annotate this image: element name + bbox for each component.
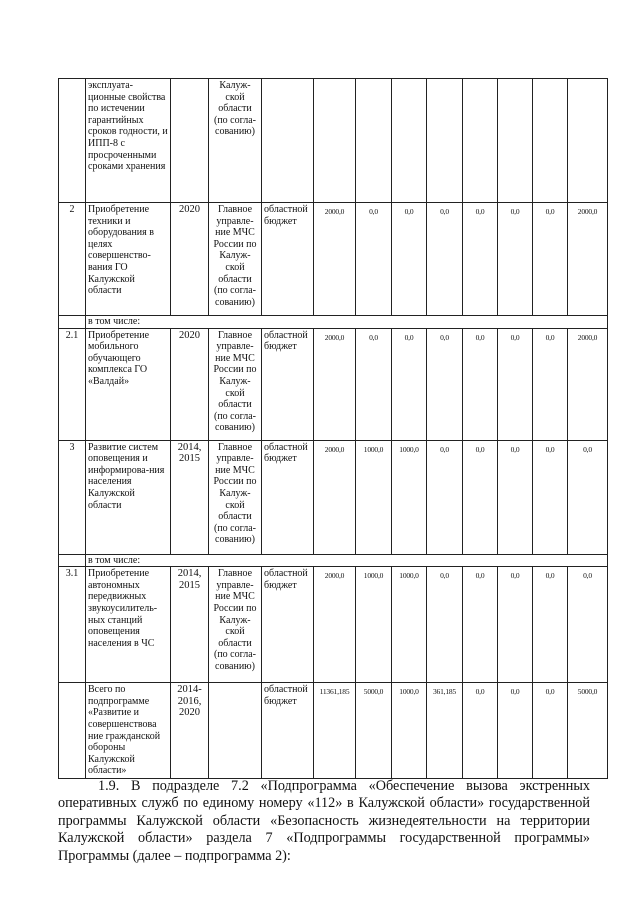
table-row <box>59 440 608 554</box>
cell-amount: 0,0 <box>498 567 533 683</box>
subheader-row <box>59 316 608 329</box>
cell-amount: 0,0 <box>427 203 463 316</box>
cell-executor <box>209 683 262 779</box>
cell-amount: 0,0 <box>498 683 533 779</box>
cell-amount: 2000,0 <box>314 328 356 440</box>
table-row <box>59 683 608 779</box>
cell-measure-name: Всего по подпрограмме «Развитие и совершенствова ние гражданской обороны Калужской области» <box>86 683 171 779</box>
subheader-text: в том числе: <box>86 554 608 567</box>
table-row <box>59 567 608 683</box>
cell-funding-source: областной бюджет <box>262 203 314 316</box>
cell-years: 2014-2016, 2020 <box>171 683 209 779</box>
cell-amount: 0,0 <box>568 440 608 554</box>
cell-measure-name: Развитие систем оповещения и информирова-ния населения Калужской области <box>86 440 171 554</box>
cell-measure-name: Приобретение автономных передвижных звукоусилитель-ных станций оповещения населения в ЧС <box>86 567 171 683</box>
cell-years: 2014, 2015 <box>171 440 209 554</box>
cell-amount: 0,0 <box>356 203 392 316</box>
cell-measure-name: Приобретение техники и оборудования в целях совершенство-вания ГО Калужской области <box>86 203 171 316</box>
cell-amount: 0,0 <box>533 328 568 440</box>
cell-amount <box>568 79 608 203</box>
cell-number: 2.1 <box>59 328 86 440</box>
cell-executor: Главное управле-ние МЧС России по Калуж-ской области (по согла-сованию) <box>209 440 262 554</box>
table-row <box>59 79 608 203</box>
cell-amount: 0,0 <box>498 328 533 440</box>
cell-amount: 361,185 <box>427 683 463 779</box>
cell-number <box>59 79 86 203</box>
cell-years <box>171 79 209 203</box>
cell-amount <box>427 79 463 203</box>
cell-amount: 2000,0 <box>314 440 356 554</box>
cell-amount: 2000,0 <box>314 203 356 316</box>
cell-funding-source: областной бюджет <box>262 683 314 779</box>
cell-amount: 11361,185 <box>314 683 356 779</box>
table-row <box>59 203 608 316</box>
measures-table <box>58 78 608 779</box>
cell-amount: 0,0 <box>463 567 498 683</box>
cell-amount: 0,0 <box>533 203 568 316</box>
cell-amount: 0,0 <box>533 440 568 554</box>
cell-number <box>59 683 86 779</box>
cell-number: 3 <box>59 440 86 554</box>
cell-amount: 0,0 <box>356 328 392 440</box>
cell-amount: 0,0 <box>498 203 533 316</box>
cell-amount: 1000,0 <box>392 440 427 554</box>
cell-empty <box>59 554 86 567</box>
cell-amount: 0,0 <box>463 328 498 440</box>
cell-amount: 0,0 <box>568 567 608 683</box>
cell-amount <box>314 79 356 203</box>
cell-funding-source <box>262 79 314 203</box>
cell-amount: 1000,0 <box>356 567 392 683</box>
cell-amount: 2000,0 <box>568 328 608 440</box>
paragraph-text: 1.9. В подразделе 7.2 «Подпрограмма «Обеспечение вызова экстренных оперативных служб по единому номеру «112» в Калужской области» государственной программы Калужской области «Безопасность жизнедеятельности на территории Калужской области» раздела 7 «Подпрограммы государственной программы» Программы (далее – подпрограмма 2): <box>58 778 590 864</box>
subheader-text: в том числе: <box>86 316 608 329</box>
cell-amount <box>533 79 568 203</box>
cell-funding-source: областной бюджет <box>262 440 314 554</box>
cell-executor: Главное управле-ние МЧС России по Калуж-ской области (по согла-сованию) <box>209 328 262 440</box>
cell-amount <box>356 79 392 203</box>
subheader-row <box>59 554 608 567</box>
cell-number: 3.1 <box>59 567 86 683</box>
cell-years: 2014, 2015 <box>171 567 209 683</box>
cell-empty <box>59 316 86 329</box>
cell-years: 2020 <box>171 328 209 440</box>
cell-amount: 0,0 <box>463 203 498 316</box>
cell-amount: 1000,0 <box>392 683 427 779</box>
cell-amount: 0,0 <box>533 683 568 779</box>
cell-amount: 2000,0 <box>568 203 608 316</box>
cell-amount: 1000,0 <box>356 440 392 554</box>
cell-executor: Калуж-ской области (по согла-сованию) <box>209 79 262 203</box>
cell-measure-name: эксплуата-ционные свойства по истечении гарантийных сроков годности, и ИПП-8 с просроченными сроками хранения <box>86 79 171 203</box>
cell-amount: 0,0 <box>427 440 463 554</box>
cell-funding-source: областной бюджет <box>262 328 314 440</box>
cell-amount: 5000,0 <box>568 683 608 779</box>
cell-amount: 0,0 <box>463 683 498 779</box>
cell-amount <box>463 79 498 203</box>
cell-amount: 5000,0 <box>356 683 392 779</box>
cell-amount: 0,0 <box>463 440 498 554</box>
cell-executor: Главное управле-ние МЧС России по Калуж-ской области (по согла-сованию) <box>209 203 262 316</box>
cell-amount: 0,0 <box>427 328 463 440</box>
cell-number: 2 <box>59 203 86 316</box>
cell-amount <box>392 79 427 203</box>
cell-amount: 0,0 <box>533 567 568 683</box>
cell-measure-name: Приобретение мобильного обучающего комплекса ГО «Валдай» <box>86 328 171 440</box>
cell-amount: 0,0 <box>498 440 533 554</box>
cell-executor: Главное управле-ние МЧС России по Калуж-ской области (по согла-сованию) <box>209 567 262 683</box>
cell-years: 2020 <box>171 203 209 316</box>
amendment-paragraph <box>58 778 590 865</box>
cell-amount: 2000,0 <box>314 567 356 683</box>
cell-amount: 0,0 <box>392 203 427 316</box>
cell-amount: 1000,0 <box>392 567 427 683</box>
table-row <box>59 328 608 440</box>
cell-amount: 0,0 <box>427 567 463 683</box>
cell-funding-source: областной бюджет <box>262 567 314 683</box>
cell-amount: 0,0 <box>392 328 427 440</box>
cell-amount <box>498 79 533 203</box>
